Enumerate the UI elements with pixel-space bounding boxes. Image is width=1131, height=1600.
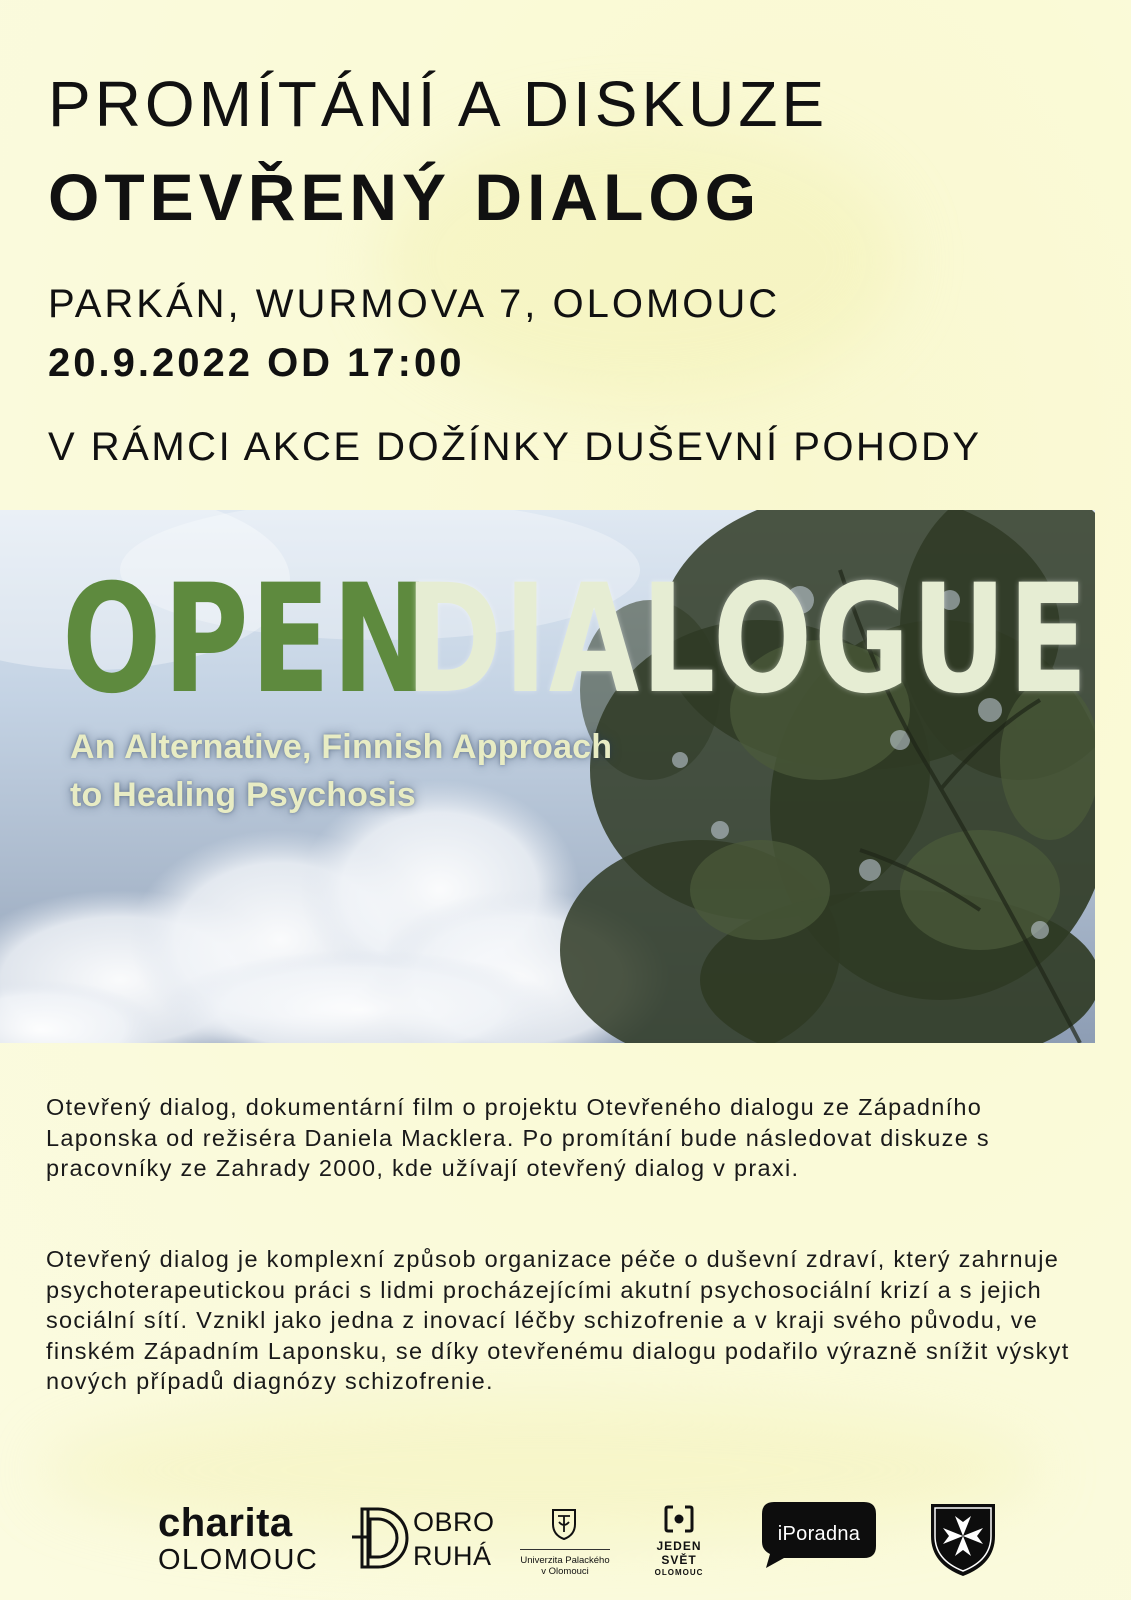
iporadna-logo-text: iPoradna [777,1523,861,1545]
charita-logo-name: charita [158,1501,293,1545]
jeden-svet-bracket-icon [664,1504,694,1534]
film-banner [0,510,1095,1043]
heading-line1: PROMÍTÁNÍ A DISKUZE [48,68,829,140]
upol-crest-icon [551,1508,577,1540]
maltese-cross-shield-icon [929,1502,997,1578]
charita-logo-city: OLOMOUC [158,1544,319,1576]
upol-logo-line2: v Olomouci [541,1566,589,1577]
upol-divider [520,1549,610,1550]
heading-line2: OTEVŘENÝ DIALOG [48,160,762,234]
film-subtitle-line1: An Alternative, Finnish Approach [70,728,613,766]
description-paragraph-1: Otevřený dialog, dokumentární film o projektu Otevřeného dialogu ze Západního Laponska od režiséra Daniela Macklera. Po promítání bude následovat diskuze s pracovníky ze Zahrady 2000, kde užívají otevřený dialog v praxi. [46,1094,990,1181]
event-context: V RÁMCI AKCE DOŽÍNKY DUŠEVNÍ POHODY [48,425,982,469]
dobro-druha-mark-icon [350,1507,410,1569]
jeden-svet-logo-line3: OLOMOUC [654,1568,704,1577]
jeden-svet-logo-line1: JEDEN [656,1539,702,1553]
event-datetime: 20.9.2022 OD 17:00 [48,341,465,385]
film-title-dialogue: DIALOGUE [405,553,1090,727]
venue: PARKÁN, WURMOVA 7, OLOMOUC [48,282,781,326]
film-subtitle-line2: to Healing Psychosis [70,776,416,814]
upol-logo-line1: Univerzita Palackého [520,1555,610,1566]
film-title-open: OPEN [62,553,432,727]
jeden-svet-logo-line2: SVĚT [661,1553,697,1567]
description-paragraph-2: Otevřený dialog je komplexní způsob organizace péče o duševní zdraví, který zahrnuje psychoterapeutickou práci s lidmi procházejícími akutní psychosociální krizí a s jejich sociální sítí. Vznikl jako jedna z inovací léčby schizofrenie a v kraji svého původu, ve finském Západním Laponsku, se díky otevřenému dialogu podařilo výrazně snížit výskyt nových případů diagnózy schizofrenie. [46,1246,1070,1394]
dobro-druha-logo-line1: OBRO [413,1507,495,1537]
dobro-druha-logo-line2: RUHÁ [413,1541,492,1571]
